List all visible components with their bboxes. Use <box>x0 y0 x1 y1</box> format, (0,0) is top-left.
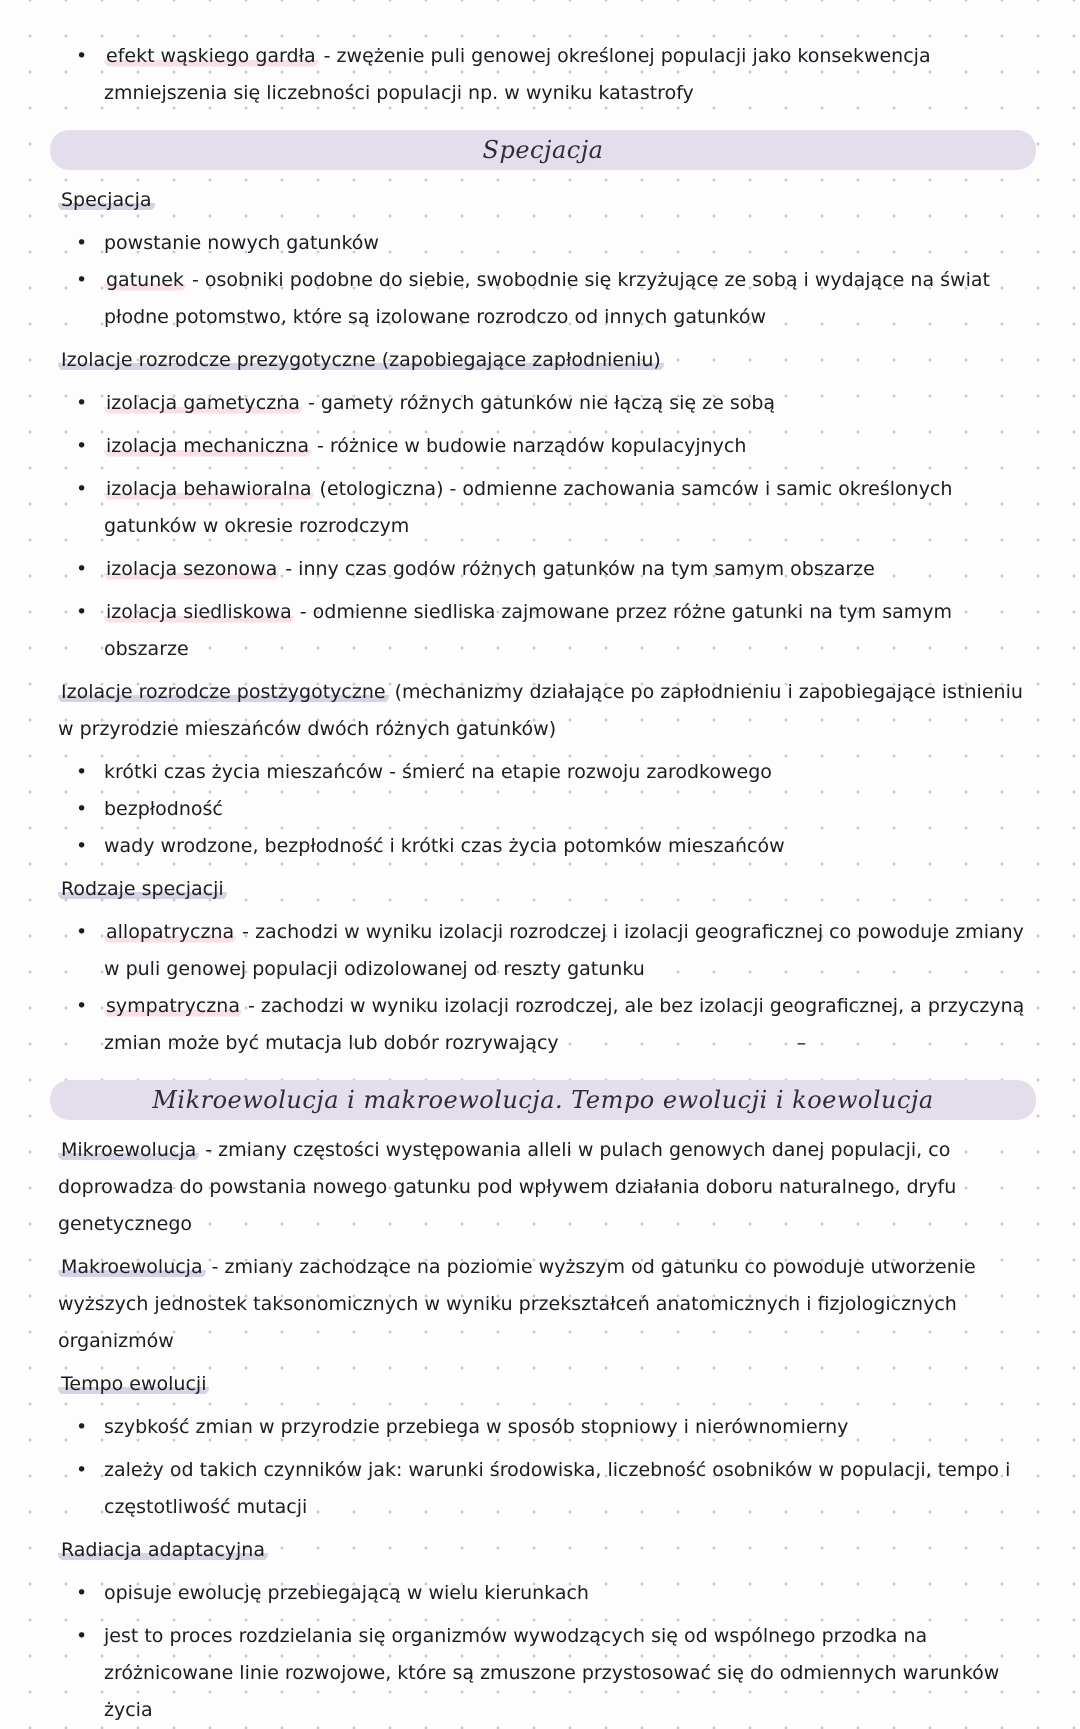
note-makroewolucja <box>58 1249 1028 1360</box>
note-text: krótki czas życia mieszańców - śmierć na etapie rozwoju zarodkowego <box>104 761 772 783</box>
heading-text: Tempo ewolucji <box>58 1373 209 1395</box>
note-text: - zmiany częstości występowania alleli w pulach genowych danej populacji, co doprowadza do powstania nowego gatunku pod wpływem działania doboru naturalnego, dryfu genetycznego <box>58 1139 957 1235</box>
highlighted-term: gatunek <box>106 269 184 291</box>
highlighted-term: sympatryczna <box>106 995 240 1017</box>
note-zalezy-od-czynnikow <box>58 1452 1028 1526</box>
note-text: - zmiany zachodzące na poziomie wyższym od gatunku co powoduje utworzenie wyższych jednostek taksonomicznych w wyniku przekształceń anatomicznych i fizjologicznych organizmów <box>58 1256 976 1352</box>
note-izolacja-behawioralna <box>58 471 1028 545</box>
highlighted-term: Mikroewolucja <box>58 1139 199 1161</box>
heading-text: Rodzaje specjacji <box>58 878 227 900</box>
heading-text: Specjacja <box>58 189 155 211</box>
heading-radiacja-adaptacyjna <box>58 1532 1028 1569</box>
highlighted-term: izolacja gametyczna <box>106 392 300 414</box>
note-text: - odmienne siedliska zajmowane przez różne gatunki na tym samym obszarze <box>104 601 952 660</box>
heading-continuation: (mechanizmy działające po zapłodnieniu i zapobiegające istnieniu w przyrodzie mieszańców dwóch różnych gatunków) <box>58 681 1023 740</box>
note-text: wady wrodzone, bezpłodność i krótki czas życia potomków mieszańców <box>104 835 785 857</box>
highlighted-term: efekt wąskiego gardła <box>106 45 316 67</box>
note-wady-wrodzone <box>58 828 1028 865</box>
note-izolacja-sezonowa <box>58 551 1028 588</box>
heading-postzygotyczne <box>58 674 1028 748</box>
note-text: - gamety różnych gatunków nie łączą się ze sobą <box>301 392 776 414</box>
heading-text: Radiacja adaptacyjna <box>58 1539 268 1561</box>
note-text: jest to proces rozdzielania się organizmów wywodzących się od wspólnego przodka na zróżnicowane linie rozwojowe, które są zmuszone przystosować się do odmiennych warunków życia <box>104 1625 1000 1721</box>
note-proces-rozdzielania <box>58 1618 1028 1729</box>
stray-dash-mark: – <box>796 1032 807 1054</box>
note-text: - inny czas godów różnych gatunków na tym samym obszarze <box>279 558 875 580</box>
note-izolacja-siedliskowa <box>58 594 1028 668</box>
highlighted-term: izolacja sezonowa <box>106 558 278 580</box>
banner-title: Specjacja <box>482 135 604 164</box>
note-text: - osobniki podobne do siebie, swobodnie się krzyżujące ze sobą i wydające na świat płodne potomstwo, które są izolowane rozrodczo od innych gatunków <box>104 269 990 328</box>
heading-tempo-ewolucji <box>58 1366 1028 1403</box>
highlighted-term: Makroewolucja <box>58 1256 206 1278</box>
heading-text: Izolacje rozrodcze postzygotyczne <box>58 681 389 703</box>
note-text: - zwężenie puli genowej określonej populacji jako konsekwencja zmniejszenia się liczebności populacji np. w wyniku katastrofy <box>104 45 931 104</box>
note-mikroewolucja <box>58 1132 1028 1243</box>
note-allopatryczna <box>58 914 1028 988</box>
note-sympatryczna <box>58 988 1028 1062</box>
note-text: - zachodzi w wyniku izolacji rozrodczej i izolacji geograficznej co powoduje zmiany w puli genowej populacji odizolowanej od reszty gatunku <box>104 921 1024 980</box>
heading-prezygotyczne <box>58 342 1028 379</box>
heading-text: Izolacje rozrodcze prezygotyczne (zapobiegające zapłodnieniu) <box>58 349 664 371</box>
highlighted-term: allopatryczna <box>106 921 235 943</box>
section-banner-mikroewolucja <box>50 1080 1036 1120</box>
note-text: - zachodzi w wyniku izolacji rozrodczej, ale bez izolacji geograficznej, a przyczyną zmian może być mutacja lub dobór rozrywający <box>104 995 1025 1054</box>
note-text: bezpłodność <box>104 798 223 820</box>
banner-title: Mikroewolucja i makroewolucja. Tempo ewolucji i koewolucja <box>152 1085 934 1114</box>
note-powstanie <box>58 225 1028 262</box>
note-krotki-czas <box>58 754 1028 791</box>
heading-rodzaje-specjacji <box>58 871 1028 908</box>
note-text: - różnice w budowie narządów kopulacyjnych <box>310 435 747 457</box>
note-izolacja-mechaniczna <box>58 428 1028 465</box>
heading-specjacja <box>58 182 1028 219</box>
note-szybkosc-zmian <box>58 1409 1028 1446</box>
note-text: opisuje ewolucję przebiegającą w wielu kierunkach <box>104 1582 589 1604</box>
highlighted-term: izolacja siedliskowa <box>106 601 292 623</box>
note-text: powstanie nowych gatunków <box>104 232 379 254</box>
note-text: szybkość zmian w przyrodzie przebiega w sposób stopniowy i nierównomierny <box>104 1416 849 1438</box>
note-text: (etologiczna) - odmienne zachowania samców i samic określonych gatunków w okresie rozrodczym <box>104 478 953 537</box>
note-bottleneck-effect <box>58 38 1028 112</box>
note-gatunek <box>58 262 1028 336</box>
highlighted-term: izolacja behawioralna <box>106 478 312 500</box>
highlighted-term: izolacja mechaniczna <box>106 435 309 457</box>
note-bezplodnosc <box>58 791 1028 828</box>
note-izolacja-gametyczna <box>58 385 1028 422</box>
section-banner-specjacja <box>50 130 1036 170</box>
note-text: zależy od takich czynników jak: warunki środowiska, liczebność osobników w populacji, tempo i częstotliwość mutacji <box>104 1459 1011 1518</box>
note-opisuje-ewolucje <box>58 1575 1028 1612</box>
